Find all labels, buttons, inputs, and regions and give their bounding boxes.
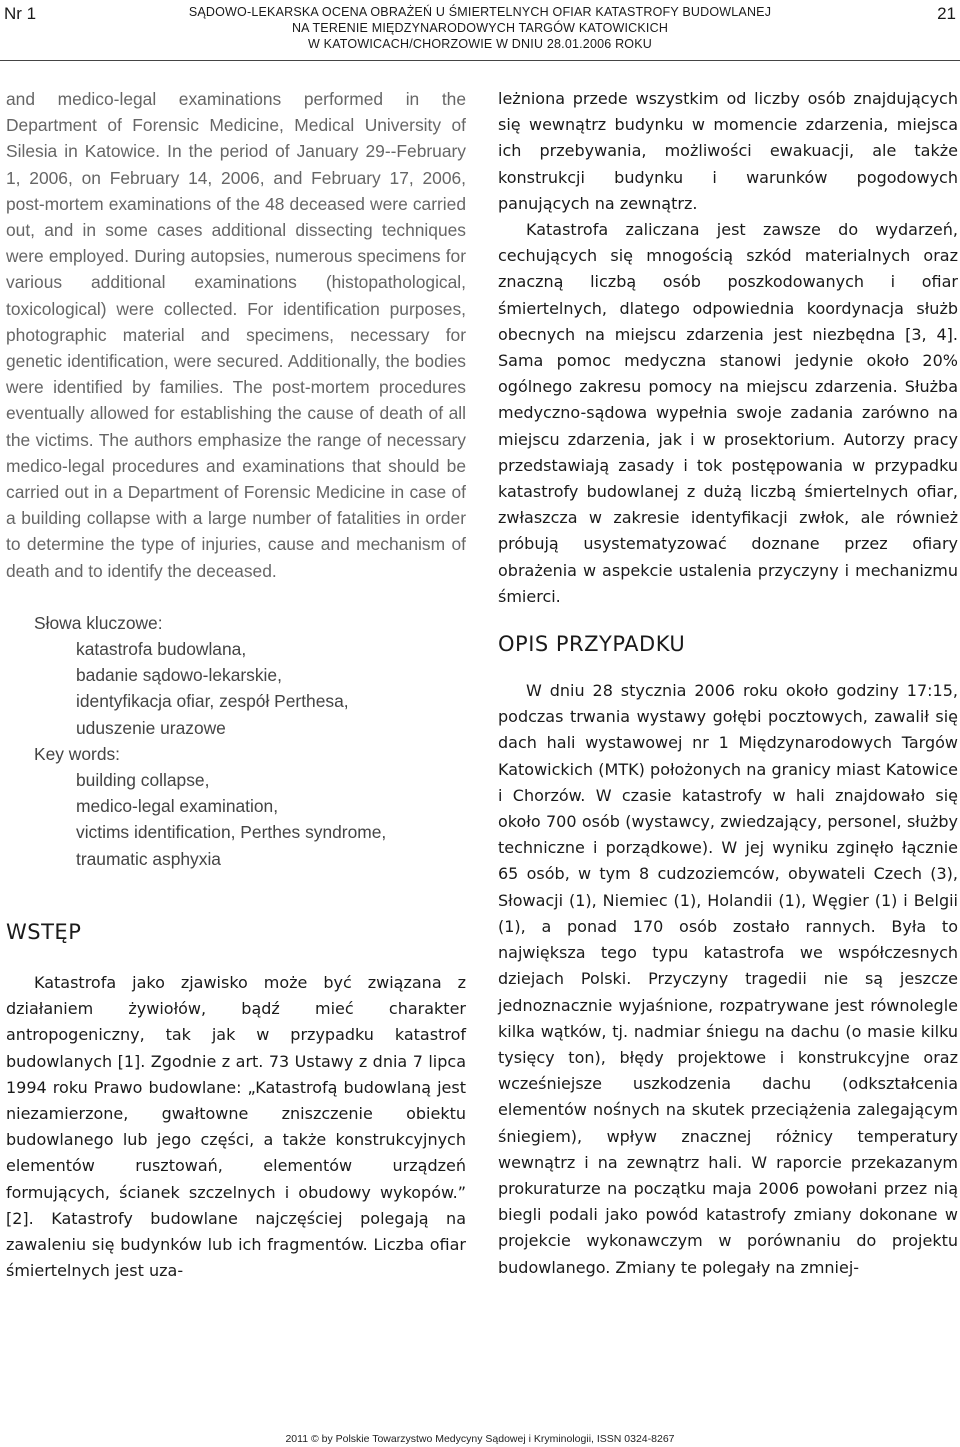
page-number: 21 (937, 4, 956, 23)
running-header (120, 4, 840, 52)
case-paragraph: W dniu 28 stycznia 2006 roku około godziny 17:15, podczas trwania wystawy gołębi pocztowych, zawalił się dach hali wystawowej nr 1 Międzynarodowych Targów Katowickich (MTK) położonych na granicy miast Katowice i Chorzów. W czasie katastrofy w hali znajdowało się około 700 osób (wystawcy, zwiedzający, personel, służby techniczne i porządkowe). W jej wyniku zginęło łącznie 65 osób, w tym 8 cudzoziemców, obywateli Czech (3), Słowacji (1), Niemiec (1), Holandii (1), Węgier (1) i Belgii (1), a ponad 170 osób zostało rannych. Była to największa tego typu katastrofa we współczesnych dziejach Polski. Przyczyny tragedii nie są jeszcze jednoznacznie wyjaśnione, rozpatrywane jest równolegle kilka wątków, tj. nadmiar śniegu na dachu (o masie kilku tysięcy ton), błędy projektowe i konstrukcyjne oraz wcześniejsze uszkodzenia dachu (odkształcenia elementów nośnych na skutek przeciążenia zalegającym śniegiem), wpływ znacznej różnicy temperatury wewnątrz i na zewnątrz hali. W raporcie przekazanym prokuraturze na początku maja 2006 powołani przez nią biegli podali jako powód katastrofy zmiany dokonane w projekcie wykonawczym w porównaniu do projektu budowlanego. Zmiany te polegały na zmniej- (498, 681, 958, 1277)
intro-paragraph: Katastrofa jako zjawisko może być związana z działaniem żywiołów, bądź mieć charakter antropogeniczny, tak jak w przypadku katastrof budowlanych [1]. Zgodnie z art. 73 Ustawy z dnia 7 lipca 1994 roku Prawo budowlane: „Katastrofą budowlaną jest niezamierzone, gwałtowne zniszczenie obiektu budowlanego lub jego części, a także konstrukcyjnych elementów rusztowań, elementów urządzeń formujących, ścianek szczelnych i obudowy wykopów.” [2]. Katastrofy budowlane najczęściej polegają na zawaleniu się budynków lub ich fragmentów. Liczba ofiar śmiertelnych jest uza- (6, 972, 466, 1281)
body-paragraph: Katastrofa zaliczana jest zawsze do wydarzeń, cechujących się mnogością szkód materialnych oraz znaczną liczbą osób poszkodowanych i ofiar śmiertelnych, dlatego odpowiednia koordynacja służb obecnych na miejscu zdarzenia jest niezbędna [3, 4]. Sama pomoc medyczna stanowi jedynie około 20% ogólnego zakresu pomocy na miejscu zdarzenia. Służba medyczno-sądowa wypełnia swoje zadania zarówno na miejscu zdarzenia, jak i w prosektorium. Autorzy pracy przedstawiają zasady i tok postępowania w przypadku katastrofy budowlanej z dużą liczbą śmiertelnych ofiar, zwłaszcza w zakresie identyfikacji zwłok, ale również próbują usystematyzować doznane przez ofiary obrażenia w aspekcie ustalenia przyczyny i mechanizmu śmierci. (498, 220, 958, 606)
running-header-line: SĄDOWO-LEKARSKA OCENA OBRAŻEŃ U ŚMIERTELNYCH OFIAR KATASTROFY BUDOWLANEJ (188, 5, 772, 19)
keyword-item: identyfikacja ofiar, zespół Perthesa, (76, 691, 349, 712)
running-header-line: W KATOWICACH/CHORZOWIE W DNIU 28.01.2006 ROKU (307, 37, 652, 51)
keyword-item: medico-legal examination, (76, 796, 279, 817)
keywords-pl-heading: Słowa kluczowe: (34, 612, 163, 633)
section-title-intro: WSTĘP (6, 919, 82, 944)
right-column (498, 86, 958, 1281)
left-column (6, 86, 466, 1284)
keywords-en-heading: Key words: (34, 743, 121, 764)
body-paragraph: leżniona przede wszystkim od liczby osób znajdujących się wewnątrz budynku w momencie zdarzenia, miejsca ich przebywania, możliwości ewakuacji, ale także konstrukcji budynku i warunków pogodowych panujących na zewnątrz. (498, 89, 958, 213)
keyword-item: traumatic asphyxia (76, 848, 221, 869)
keywords-block (6, 610, 466, 872)
header-rule (0, 60, 960, 61)
abstract-text: and medico-legal examinations performed in the Department of Forensic Medicine, Medical University of Silesia in Katowice. In the period of January 29--February 1, 2006, on February 14, 2006, and February 17, 2006, post-mortem examinations of the 48 deceased were carried out, and in some cases additional dissecting techniques were employed. During autopsies, numerous specimens for various additional examinations (histopathological, toxicological) were collected. For identification purposes, photographic material and specimens, necessary for genetic identification, were secured. Additionally, the bodies were identified by families. The post-mortem procedures eventually allowed for establishing the cause of death of all the victims. The authors emphasize the range of necessary medico-legal procedures and examinations that should be carried out in a Department of Forensic Medicine in case of a building collapse with a large number of fatalities in order to determine the type of injuries, cause and mechanism of death and to identify the deceased. (6, 89, 466, 581)
keyword-item: uduszenie urazowe (76, 717, 226, 738)
keyword-item: badanie sądowo-lekarskie, (76, 665, 282, 686)
journal-issue-label: Nr 1 (4, 4, 37, 23)
keyword-item: victims identification, Perthes syndrome, (76, 822, 387, 843)
section-title-case: OPIS PRZYPADKU (498, 632, 686, 657)
keyword-item: building collapse, (76, 770, 210, 791)
running-header-line: NA TERENIE MIĘDZYNARODOWYCH TARGÓW KATOWICKICH (291, 21, 669, 35)
keyword-item: katastrofa budowlana, (76, 639, 247, 660)
copyright-footer: 2011 © by Polskie Towarzystwo Medycyny Sądowej i Kryminologii, ISSN 0324-8267 (285, 1433, 675, 1445)
